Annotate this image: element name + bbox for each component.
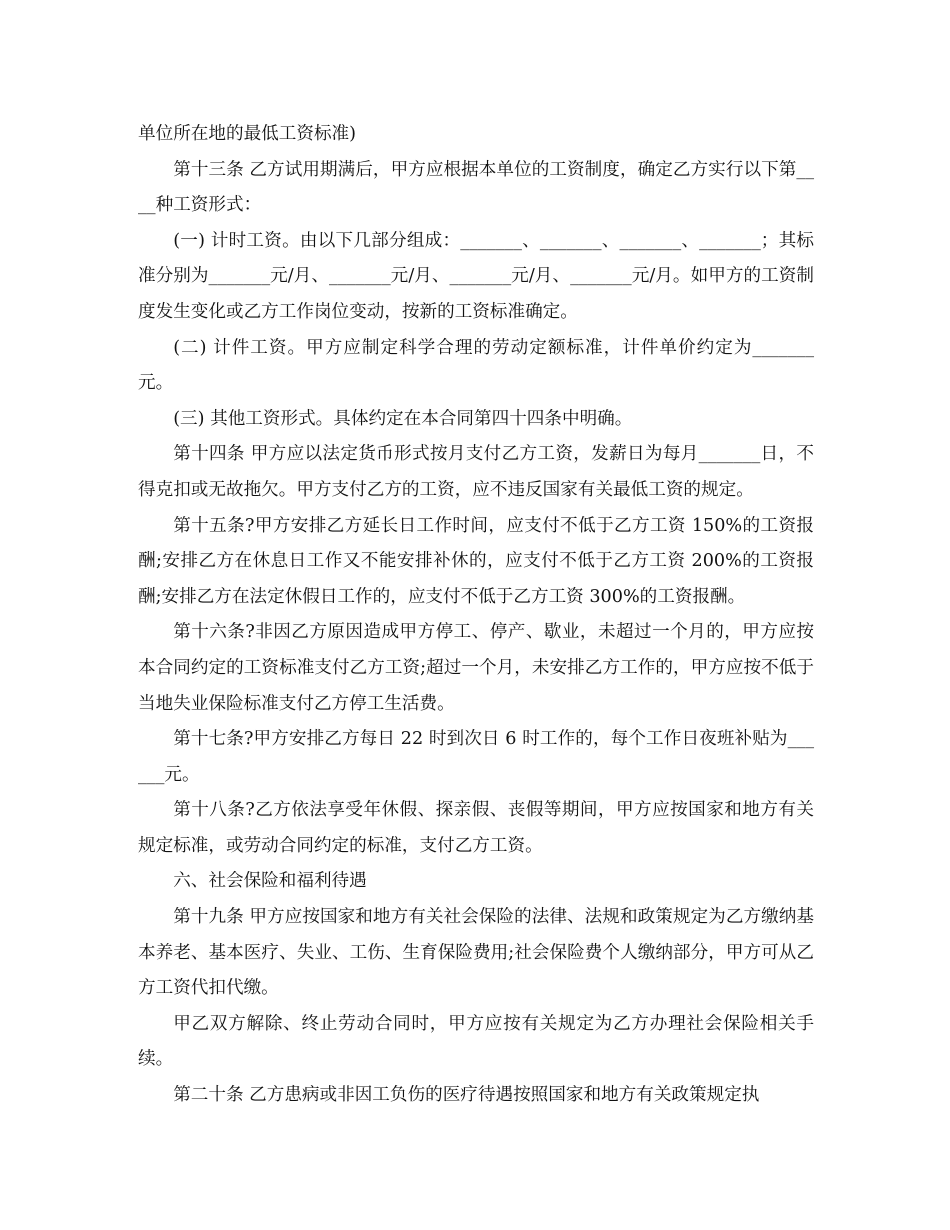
paragraph-article-18: 第十八条?乙方依法享受年休假、探亲假、丧假等期间，甲方应按国家和地方有关规定标准，或劳动合同约定的标准，支付乙方工资。	[138, 800, 814, 856]
paragraph-minimum-wage-tail: 单位所在地的最低工资标准)	[138, 124, 356, 144]
paragraph-termination-insurance: 甲乙双方解除、终止劳动合同时，甲方应按有关规定为乙方办理社会保险相关手续。	[138, 1013, 814, 1070]
paragraph-article-14: 第十四条 甲方应以法定货币形式按月支付乙方工资，发薪日为每月_______日，不得克扣或无故拖欠。甲方支付乙方的工资，应不违反国家有关最低工资的规定。	[138, 444, 814, 500]
paragraph-article-20: 第二十条 乙方患病或非因工负伤的医疗待遇按照国家和地方有关政策规定执	[173, 1085, 760, 1106]
paragraph-time-wage: (一) 计时工资。由以下几部分组成：_______、_______、_______、_______；其标准分别为_______元/月、_______元/月、_______元/月、_______元/月。如甲方的工资制度发生变化或乙方工作岗位变动，按新的工资标准确定。	[138, 230, 814, 322]
contract-body	[138, 117, 814, 1114]
paragraph-article-13: 第十三条 乙方试用期满后，甲方应根据本单位的工资制度，确定乙方实行以下第____种工资形式：	[138, 159, 814, 216]
paragraph-piece-wage: (二) 计件工资。甲方应制定科学合理的劳动定额标准，计件单价约定为_______元。	[138, 337, 814, 394]
paragraph-other-wage: (三) 其他工资形式。具体约定在本合同第四十四条中明确。	[173, 408, 633, 429]
paragraph-article-17: 第十七条?甲方安排乙方每日 22 时到次日 6 时工作的，每个工作日夜班补贴为______元。	[138, 729, 814, 785]
paragraph-article-15: 第十五条?甲方安排乙方延长日工作时间，应支付不低于乙方工资 150%的工资报酬;安排乙方在休息日工作又不能安排补休的，应支付不低于乙方工资 200%的工资报酬;安排乙方在法定休假日工作的，应支付不低于乙方工资 300%的工资报酬。	[138, 515, 814, 607]
paragraph-article-19: 第十九条 甲方应按国家和地方有关社会保险的法律、法规和政策规定为乙方缴纳基本养老、基本医疗、失业、工伤、生育保险费用;社会保险费个人缴纳部分，甲方可从乙方工资代扣代缴。	[138, 907, 814, 999]
section-heading-social-insurance: 六、社会保险和福利待遇	[173, 871, 367, 892]
paragraph-article-16: 第十六条?非因乙方原因造成甲方停工、停产、歇业，未超过一个月的，甲方应按本合同约定的工资标准支付乙方工资;超过一个月，未安排乙方工作的，甲方应按不低于当地失业保险标准支付乙方停工生活费。	[138, 622, 814, 714]
